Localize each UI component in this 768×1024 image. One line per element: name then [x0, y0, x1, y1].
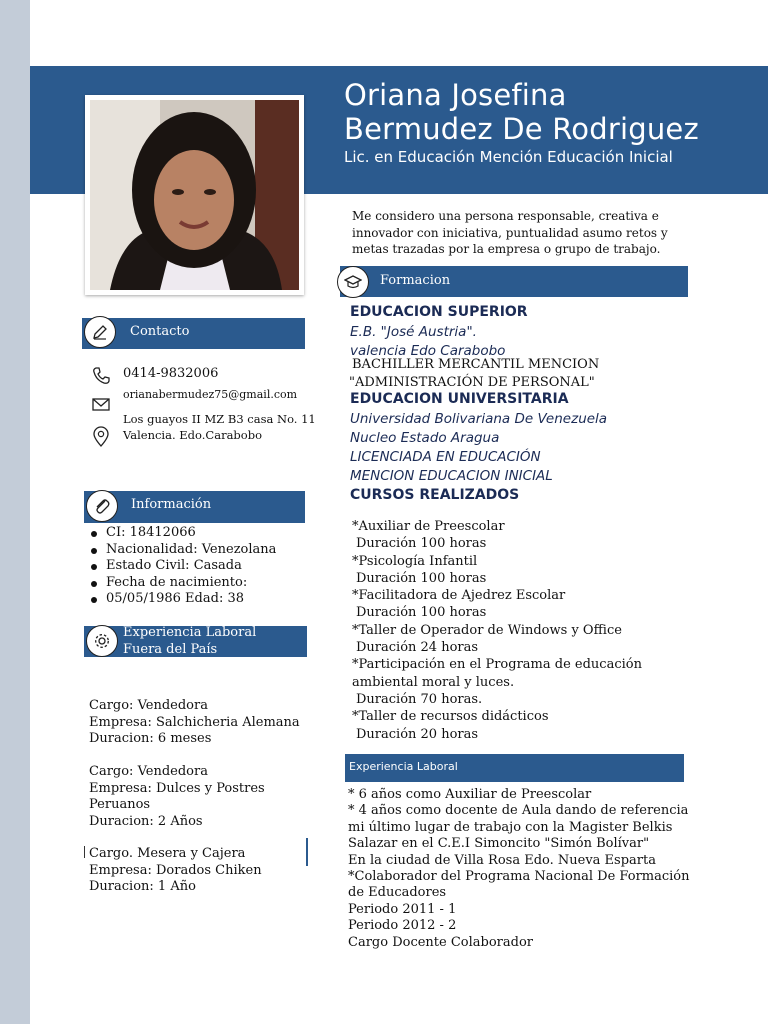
job-cargo: Cargo: Vendedora	[89, 698, 208, 713]
info-list	[88, 525, 276, 608]
list-item: * 4 años como docente de Aula dando de referencia	[348, 803, 689, 819]
list-item: *Psicología Infantil	[352, 553, 478, 569]
job-cargo: Cargo. Mesera y Cajera	[89, 846, 246, 861]
list-item: En la ciudad de Villa Rosa Edo. Nueva Esparta	[348, 852, 656, 868]
university-heading: EDUCACION UNIVERSITARIA	[350, 391, 569, 407]
list-item: Duración 24 horas	[356, 640, 479, 656]
experience-list	[348, 787, 698, 951]
list-item: Estado Civil: Casada	[88, 558, 276, 575]
list-item: *Taller de Operador de Windows y Office	[352, 622, 622, 638]
list-item: 05/05/1986 Edad: 38	[88, 591, 276, 608]
phone-icon	[91, 366, 111, 386]
job-title: Lic. en Educación Mención Educación Inicial	[344, 148, 673, 166]
list-item: mi último lugar de trabajo con la Magister Belkis	[348, 819, 673, 835]
job-cargo: Cargo: Vendedora	[89, 764, 208, 779]
list-item: Duración 70 horas.	[356, 691, 483, 707]
list-item: Duración 100 horas	[356, 536, 487, 552]
pencil-icon	[84, 316, 116, 348]
mail-icon	[91, 397, 111, 413]
list-item: Duración 100 horas	[356, 605, 487, 621]
list-item: *Auxiliar de Preescolar	[352, 519, 505, 534]
experience-section-bar	[345, 754, 684, 782]
school-line-2: valencia Edo Carabobo	[350, 343, 506, 359]
full-name	[344, 78, 699, 146]
list-item: de Educadores	[348, 885, 447, 901]
divider	[306, 838, 308, 866]
education-title: Formacion	[380, 273, 451, 288]
courses-list	[352, 518, 642, 743]
education-section-bar	[340, 266, 688, 297]
work-abroad-title	[123, 624, 256, 658]
list-item: Duración 20 horas	[356, 726, 479, 742]
job-empresa-cont: Peruanos	[89, 797, 151, 812]
side-strip	[0, 0, 30, 1024]
list-item: Nacionalidad: Venezolana	[88, 542, 276, 559]
phone-number[interactable]: 0414-9832006	[123, 366, 219, 381]
address-line-1: Los guayos II MZ B3 casa No. 11	[123, 412, 316, 426]
list-item: Duración 100 horas	[356, 570, 487, 586]
portrait-illustration	[90, 100, 299, 290]
job-entry	[89, 698, 300, 748]
bachiller-line-1: BACHILLER MERCANTIL MENCION	[352, 357, 600, 372]
university-line-1: Universidad Bolivariana De Venezuela	[350, 411, 608, 427]
list-item: *Facilitadora de Ajedrez Escolar	[352, 588, 566, 604]
list-item: *Taller de recursos didácticos	[352, 709, 549, 725]
list-item: * 6 años como Auxiliar de Preescolar	[348, 787, 592, 802]
job-duracion: Duracion: 2 Años	[89, 813, 203, 829]
list-item: ambiental moral y luces.	[352, 674, 515, 690]
job-duracion: Duracion: 6 meses	[89, 731, 212, 746]
profile-summary: Me considero una persona responsable, creativa e innovador con iniciativa, puntualidad asumo retos y metas trazadas por la empresa o grupo de trabajo.	[352, 209, 668, 256]
school-line-1: E.B. "José Austria".	[350, 324, 477, 340]
job-entry	[89, 846, 262, 896]
superior-heading: EDUCACION SUPERIOR	[350, 304, 528, 320]
paperclip-icon	[86, 490, 118, 522]
list-item: Fecha de nacimiento:	[88, 575, 276, 592]
work-abroad-title-line-1: Experiencia Laboral	[123, 625, 257, 640]
name-line-1: Oriana Josefina	[344, 78, 567, 112]
email-address[interactable]: orianabermudez75@gmail.com	[123, 388, 298, 401]
courses-heading: CURSOS REALIZADOS	[350, 487, 520, 503]
profile-photo	[85, 95, 304, 295]
work-abroad-title-line-2: Fuera del País	[123, 642, 218, 657]
graduation-cap-icon	[337, 266, 369, 298]
list-item: Periodo 2011 - 1	[348, 901, 457, 917]
job-empresa: Empresa: Salchicheria Alemana	[89, 714, 300, 730]
contact-title: Contacto	[130, 324, 190, 339]
experience-title: Experiencia Laboral	[349, 760, 458, 773]
location-pin-icon	[91, 426, 111, 448]
list-item: Salazar en el C.E.I Simoncito "Simón Bolívar"	[348, 836, 650, 852]
list-item: *Colaborador del Programa Nacional De Formación	[348, 869, 690, 885]
job-entry	[89, 764, 265, 830]
address-line-2: Valencia. Edo.Carabobo	[123, 428, 262, 442]
bachiller-line-2: "ADMINISTRACIÓN DE PERSONAL"	[349, 375, 595, 390]
list-item: CI: 18412066	[88, 525, 276, 542]
list-item: Periodo 2012 - 2	[348, 918, 457, 934]
list-item: Cargo Docente Colaborador	[348, 934, 533, 950]
gear-icon	[86, 625, 118, 657]
university-line-4: MENCION EDUCACION INICIAL	[350, 468, 553, 484]
job-empresa: Empresa: Dorados Chiken	[89, 862, 262, 878]
job-empresa: Empresa: Dulces y Postres	[89, 780, 265, 796]
job-duracion: Duracion: 1 Año	[89, 879, 196, 894]
list-item: *Participación en el Programa de educación	[352, 657, 642, 673]
name-line-2: Bermudez De Rodriguez	[344, 112, 699, 146]
divider	[84, 846, 85, 858]
university-line-3: LICENCIADA EN EDUCACIÓN	[350, 449, 541, 465]
university-line-2: Nucleo Estado Aragua	[350, 430, 500, 446]
info-title: Información	[131, 497, 212, 512]
